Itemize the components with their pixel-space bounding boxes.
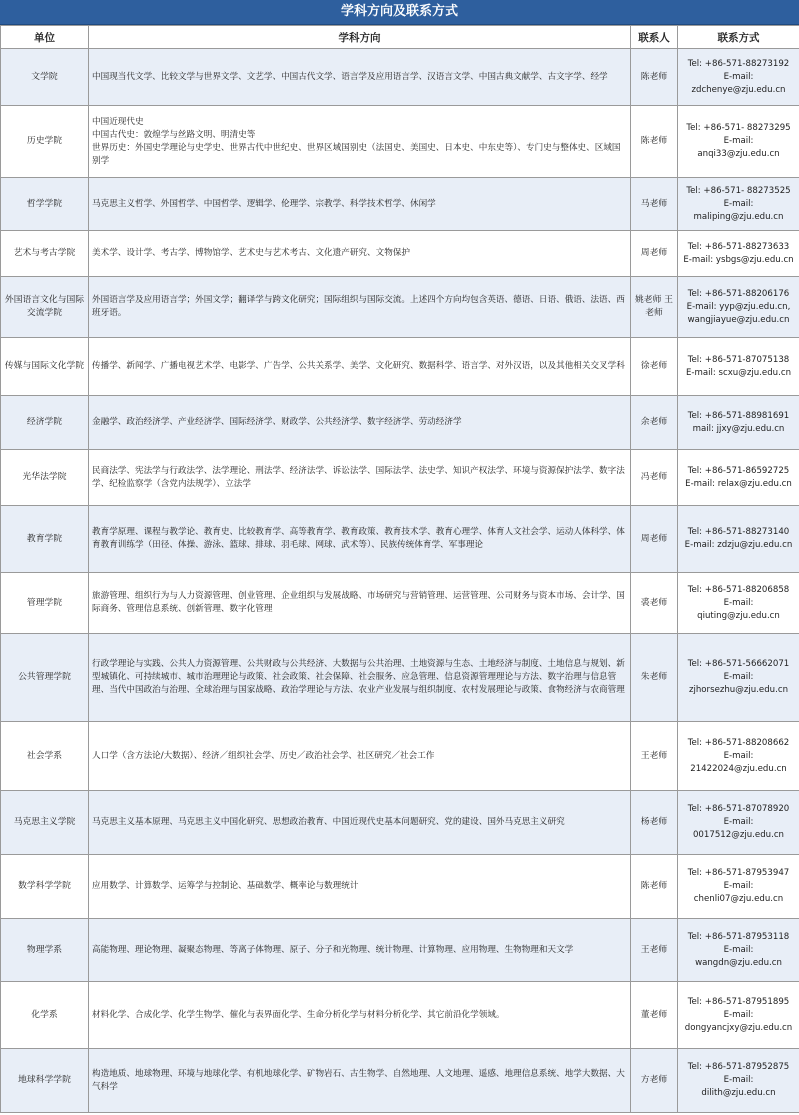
header-contact: 联系方式 (678, 26, 799, 49)
contact-line: E-mail: (723, 71, 754, 82)
contact-line: E-mail: (723, 817, 754, 827)
contact-person-cell: 周老师 (631, 506, 678, 573)
direction-line: 中国古代史：敦煌学与丝路文明、明清史等 (92, 129, 256, 140)
contact-line: anqi33@zju.edu.cn (697, 149, 780, 159)
contact-line: Tel: +86-571-88981691 (687, 410, 790, 421)
contact-person-cell: 王老师 (631, 919, 678, 982)
contact-line: Tel: +86-571-88273192 (687, 58, 790, 69)
direction-cell (89, 277, 631, 338)
direction-line: 传播学、新闻学、广播电视艺术学、电影学、广告学、公共关系学、美学、文化研究、数据科学、语言学、对外汉语，以及其他相关交叉学科 (92, 361, 625, 371)
direction-cell (89, 855, 631, 919)
contact-line: E-mail: (723, 1075, 754, 1085)
contact-line: chenli07@zju.edu.cn (693, 894, 784, 904)
header-person: 联系人 (631, 26, 678, 49)
direction-cell (89, 919, 631, 982)
contact-info-cell (678, 277, 799, 338)
contact-person-cell: 徐老师 (631, 338, 678, 396)
table-title: 学科方向及联系方式 (0, 0, 799, 25)
direction-cell (89, 106, 631, 178)
contact-line: Tel: +86-571-56662071 (687, 659, 790, 669)
contact-info-cell (678, 573, 799, 634)
contact-line: E-mail: (723, 1009, 754, 1020)
contact-line: Tel: +86-571-86592725 (687, 465, 790, 476)
contact-line: dongyancjxy@zju.edu.cn (684, 1022, 793, 1033)
table-row (1, 791, 799, 855)
contact-line: Tel: +86-571-87953947 (687, 868, 790, 878)
contact-line: dilith@zju.edu.cn (701, 1088, 776, 1098)
contact-line: Tel: +86-571- 88273525 (686, 185, 791, 196)
contact-line: E-mail: scxu@zju.edu.cn (685, 367, 792, 378)
contact-line: E-mail: (723, 198, 754, 209)
table-row (1, 855, 799, 919)
contact-line: Tel: +86-571-88273140 (687, 527, 790, 537)
unit-cell: 社会学系 (1, 722, 89, 791)
unit-cell: 光华法学院 (1, 450, 89, 506)
contact-line: E-mail: (723, 750, 754, 761)
contact-person-cell: 王老师 (631, 722, 678, 791)
contact-info-cell (678, 919, 799, 982)
direction-line: 应用数学、计算数学、运筹学与控制论、基础数学、概率论与数理统计 (92, 881, 359, 891)
contact-person-cell: 董老师 (631, 982, 678, 1049)
table-row (1, 338, 799, 396)
table-row (1, 178, 799, 231)
unit-cell: 文学院 (1, 49, 89, 106)
contact-line: E-mail: (723, 944, 754, 955)
contact-info-cell (678, 231, 799, 277)
unit-cell: 艺术与考古学院 (1, 231, 89, 277)
contact-line: E-mail: (723, 881, 754, 891)
unit-cell: 哲学学院 (1, 178, 89, 231)
direction-cell (89, 573, 631, 634)
contact-line: E-mail: (723, 597, 754, 608)
contact-line: E-mail: (723, 136, 754, 146)
contact-table (0, 25, 799, 1113)
unit-cell: 经济学院 (1, 396, 89, 450)
contact-line: E-mail: relax@zju.edu.cn (685, 478, 792, 489)
contact-line: Tel: +86-571-88206858 (687, 584, 790, 595)
contact-line: E-mail: (723, 672, 754, 682)
direction-line: 民商法学、宪法学与行政法学、法学理论、刑法学、经济法学、诉讼法学、国际法学、法史学、知识产权法学、环境与资源保护法学、数字法学、纪检监察学（含党内法规学）、立法学 (92, 465, 625, 489)
contact-info-cell (678, 178, 799, 231)
contact-info-cell (678, 791, 799, 855)
contact-person-cell: 朱老师 (631, 634, 678, 722)
direction-line: 马克思主义基本原理、马克思主义中国化研究、思想政治教育、中国近现代史基本问题研究、党的建设、国外马克思主义研究 (92, 817, 565, 827)
contact-info-cell (678, 49, 799, 106)
unit-cell: 物理学系 (1, 919, 89, 982)
contact-person-cell: 马老师 (631, 178, 678, 231)
unit-cell: 管理学院 (1, 573, 89, 634)
table-body (1, 49, 799, 1113)
table-row (1, 634, 799, 722)
contact-info-cell (678, 634, 799, 722)
contact-info-cell (678, 450, 799, 506)
contact-line: wangjiayue@zju.edu.cn (687, 314, 790, 325)
contact-line: Tel: +86-571-87078920 (687, 804, 790, 814)
table-row (1, 919, 799, 982)
direction-cell (89, 722, 631, 791)
direction-line: 外国语言学及应用语言学；外国文学；翻译学与跨文化研究；国际组织与国际交流。上述四个方向均包含英语、德语、日语、俄语、法语、西班牙语。 (92, 295, 625, 318)
table-row (1, 506, 799, 573)
contact-line: mail: jjxy@zju.edu.cn (692, 423, 785, 434)
contact-info-cell (678, 338, 799, 396)
contact-person-cell: 裘老师 (631, 573, 678, 634)
table-row (1, 396, 799, 450)
direction-cell (89, 1049, 631, 1113)
unit-cell: 历史学院 (1, 106, 89, 178)
contact-line: zdchenye@zju.edu.cn (691, 84, 786, 95)
direction-line: 金融学、政治经济学、产业经济学、国际经济学、财政学、公共经济学、数字经济学、劳动经济学 (92, 417, 462, 427)
direction-line: 马克思主义哲学、外国哲学、中国哲学、逻辑学、伦理学、宗教学、科学技术哲学、休闲学 (92, 198, 436, 209)
contact-person-cell: 陈老师 (631, 49, 678, 106)
contact-line: Tel: +86-571-88208662 (687, 737, 790, 748)
contact-person-cell: 周老师 (631, 231, 678, 277)
direction-line: 美术学、设计学、考古学、博物馆学、艺术史与艺术考古、文化遗产研究、文物保护 (92, 248, 410, 258)
contact-info-cell (678, 722, 799, 791)
contact-line: Tel: +86-571-87075138 (687, 354, 790, 365)
direction-cell (89, 231, 631, 277)
contact-line: maliping@zju.edu.cn (693, 211, 784, 222)
table-row (1, 106, 799, 178)
contact-person-cell: 方老师 (631, 1049, 678, 1113)
contact-line: 0017512@zju.edu.cn (692, 830, 785, 840)
direction-cell (89, 791, 631, 855)
table-row (1, 450, 799, 506)
contact-line: qiuting@zju.edu.cn (697, 610, 780, 621)
contact-line: E-mail: yyp@zju.edu.cn, (686, 301, 791, 312)
contact-info-cell (678, 506, 799, 573)
header-unit: 单位 (1, 26, 89, 49)
header-row (1, 26, 799, 49)
direction-cell (89, 450, 631, 506)
unit-cell: 化学系 (1, 982, 89, 1049)
table-row (1, 982, 799, 1049)
contact-info-cell (678, 396, 799, 450)
direction-line: 旅游管理、组织行为与人力资源管理、创业管理、企业组织与发展战略、市场研究与营销管理、运营管理、公司财务与资本市场、会计学、国际商务、管理信息系统、创新管理、数字化管理 (92, 591, 625, 614)
contact-info-cell (678, 106, 799, 178)
direction-cell (89, 49, 631, 106)
direction-line: 材料化学、合成化学、化学生物学、催化与表界面化学、生命分析化学与材料分析化学、其它前沿化学领域。 (92, 1009, 505, 1020)
contact-line: Tel: +86-571- 88273295 (686, 123, 791, 133)
direction-line: 构造地质、地球物理、环境与地球化学、有机地球化学、矿物岩石、古生物学、自然地理、人文地理、遥感、地理信息系统、地学大数据、大气科学 (92, 1068, 625, 1092)
contact-person-cell: 姚老师 王老师 (631, 277, 678, 338)
contact-line: Tel: +86-571-88273633 (687, 241, 790, 252)
contact-line: 21422024@zju.edu.cn (690, 763, 787, 774)
contact-person-cell: 冯老师 (631, 450, 678, 506)
contact-line: wangdn@zju.edu.cn (695, 957, 782, 968)
direction-line: 高能物理、理论物理、凝聚态物理、等离子体物理、原子、分子和光物理、统计物理、计算物理、应用物理、生物物理和天文学 (92, 944, 574, 955)
contact-line: Tel: +86-571-87953118 (687, 931, 790, 942)
table-row (1, 722, 799, 791)
contact-info-cell (678, 982, 799, 1049)
direction-cell (89, 982, 631, 1049)
contact-line: E-mail: ysbgs@zju.edu.cn (683, 254, 794, 265)
contact-line: zjhorsezhu@zju.edu.cn (688, 685, 789, 695)
contact-person-cell: 陈老师 (631, 855, 678, 919)
unit-cell: 公共管理学院 (1, 634, 89, 722)
direction-line: 中国现当代文学、比较文学与世界文学、文艺学、中国古代文学、语言学及应用语言学、汉语言文学、中国古典文献学、古文字学、经学 (92, 71, 608, 82)
table-row (1, 49, 799, 106)
direction-cell (89, 506, 631, 573)
contact-person-cell: 陈老师 (631, 106, 678, 178)
contact-line: Tel: +86-571-87952875 (687, 1062, 790, 1072)
header-direction: 学科方向 (89, 26, 631, 49)
unit-cell: 马克思主义学院 (1, 791, 89, 855)
contact-person-cell: 杨老师 (631, 791, 678, 855)
unit-cell: 数学科学学院 (1, 855, 89, 919)
contact-person-cell: 余老师 (631, 396, 678, 450)
direction-line: 中国近现代史 (92, 116, 144, 127)
unit-cell: 教育学院 (1, 506, 89, 573)
unit-cell: 地球科学学院 (1, 1049, 89, 1113)
direction-line: 行政学理论与实践、公共人力资源管理、公共财政与公共经济、大数据与公共治理、土地资源与生态、土地经济与制度、土地信息与规划、新型城镇化、可持续城市、城市治理理论与政策、社会政策、社会保障、社会服务、应急管理、信息资源管理理论与方法、数字治理与信息管理、当代中国政治与治理、全球治理与国家战略、政治学理论与方法、农业产业发展与组织制度、农村发展理论与政策、食物经济与农商管理 (92, 659, 625, 695)
direction-line: 人口学（含方法论/大数据）、经济／组织社会学、历史／政治社会学、社区研究／社会工作 (92, 750, 435, 761)
direction-line: 教育学原理、课程与教学论、教育史、比较教育学、高等教育学、教育政策、教育技术学、教育心理学、体育人文社会学、运动人体科学、体育教育训练学（田径、体操、游泳、篮球、排球、羽毛球、网球、武术等）、民族传统体育学、军事理论 (92, 527, 625, 550)
direction-cell (89, 178, 631, 231)
contact-info-cell (678, 1049, 799, 1113)
table-row (1, 231, 799, 277)
contact-line: Tel: +86-571-88206176 (687, 288, 790, 299)
contact-line: E-mail: zdzju@zju.edu.cn (684, 540, 793, 550)
unit-cell: 外国语言文化与国际交流学院 (1, 277, 89, 338)
unit-cell: 传媒与国际文化学院 (1, 338, 89, 396)
contact-line: Tel: +86-571-87951895 (687, 996, 790, 1007)
table-row (1, 277, 799, 338)
table-row (1, 573, 799, 634)
direction-cell (89, 634, 631, 722)
contact-info-cell (678, 855, 799, 919)
direction-line: 世界历史：外国史学理论与史学史、世界古代中世纪史、世界区域国别史（法国史、美国史、日本史、中东史等）、专门史与整体史、区域国别学 (92, 142, 621, 166)
direction-cell (89, 338, 631, 396)
direction-cell (89, 396, 631, 450)
table-row (1, 1049, 799, 1113)
